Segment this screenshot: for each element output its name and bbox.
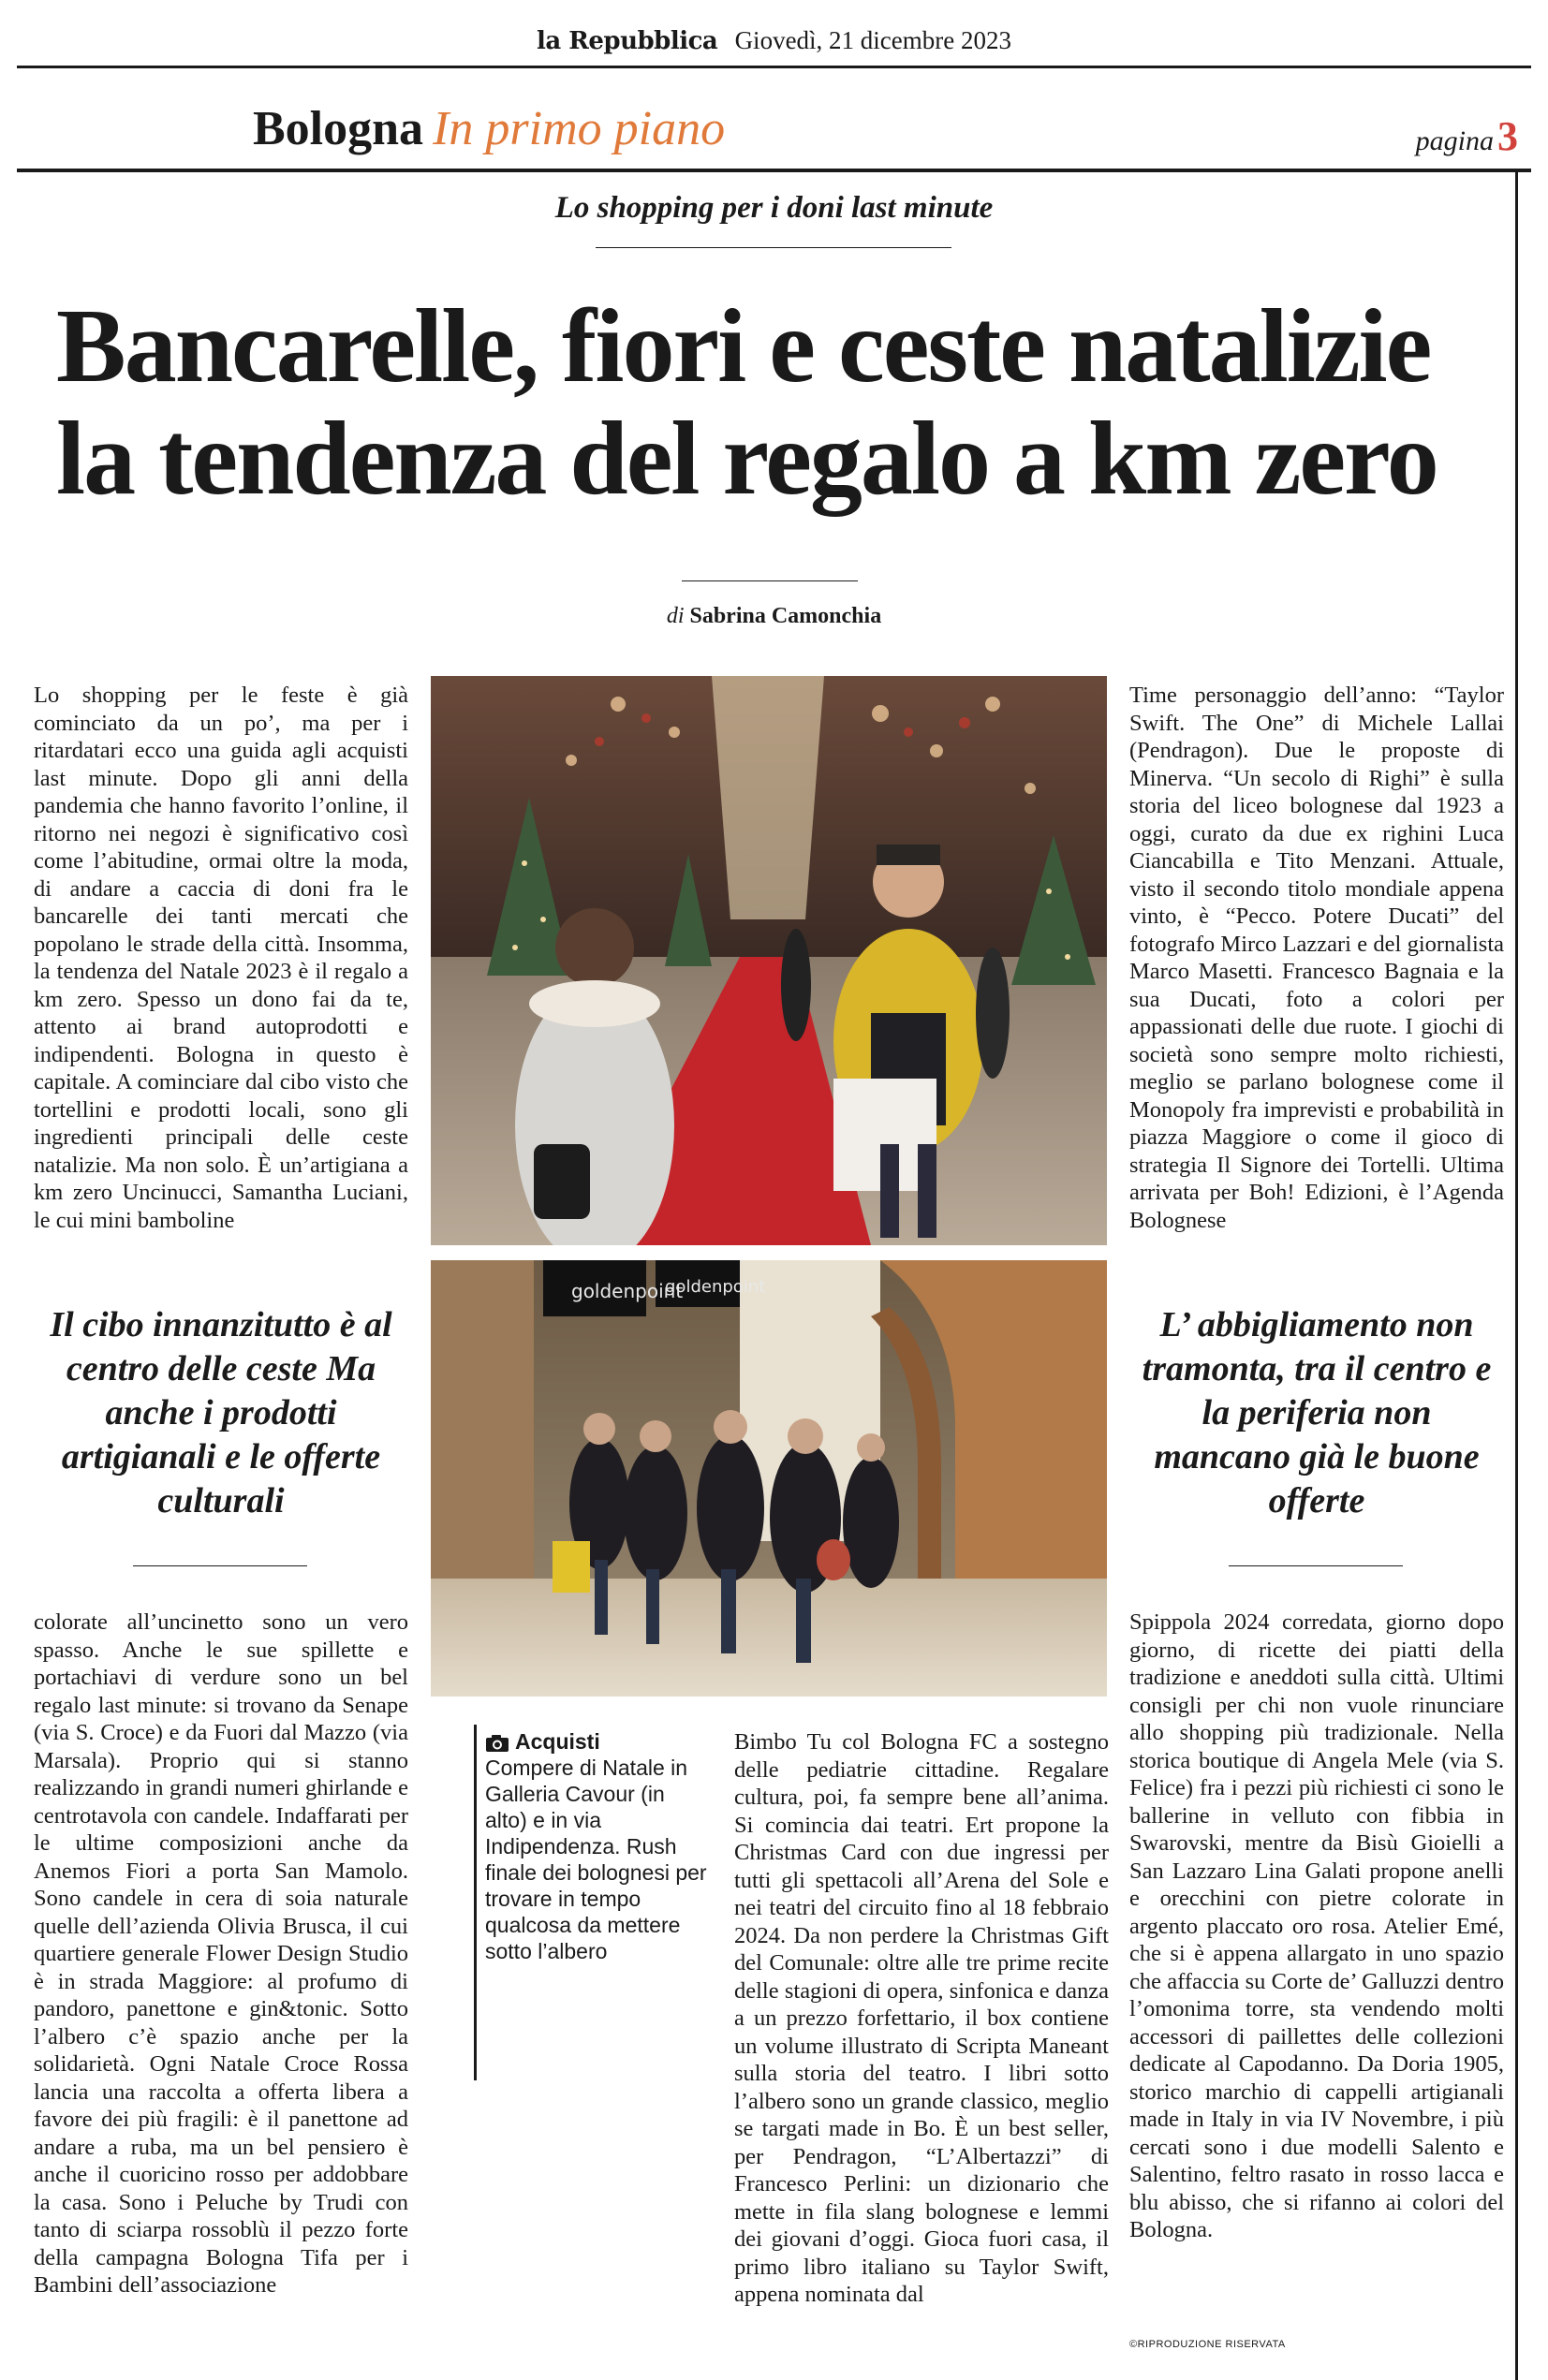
copyright-note: ©RIPRODUZIONE RISERVATA [1129, 2339, 1286, 2350]
shop-sign-right: goldenpoint [665, 1277, 766, 1297]
byline-prefix: di [666, 604, 685, 628]
caption-rule [474, 1725, 477, 2080]
page-indicator [1416, 112, 1518, 160]
masthead [0, 26, 1548, 55]
section-subtitle: In primo piano [433, 102, 726, 155]
caption-title-row [485, 1728, 710, 1755]
caption-title: Acquisti [515, 1729, 600, 1754]
byline-rule [682, 580, 858, 581]
column-2-bottom [734, 1728, 1109, 2358]
photo-galleria-cavour [431, 676, 1107, 1245]
article-paragraph: Bimbo Tu col Bologna FC a sostegno delle pediatrie cittadine. Regalare cultura, poi, fa sempre bene all’anima. Si comincia dai teatri. Ert propone la Christmas Card con due ingressi per tutti gli spettacoli all’Arena del Sole e nei teatri del circuito fino al 18 febbraio 2024. Da non perdere la Christmas Gift del Comunale: oltre alle tre prime recite delle stagioni di opera, sinfonica e danza a un prezzo forfettario, il box contiene un volume illustrato di Scripta Maneant sulla storia del teatro. I libri sotto l’albero sono un grande classico, meglio se targati made in Bo. È un best seller, per Pendragon, “L’Albertazzi” di Francesco Perlini: un dizionario che mette in fila slang bolognese e lemmi dei giovani d’oggi. Gioca fuori casa, il primo libro italiano su Taylor Swift, appena nominata dal [734, 1729, 1109, 2307]
headline [56, 290, 1498, 515]
column-1-top [34, 682, 408, 1243]
column-3-top [1129, 682, 1504, 1243]
kicker-rule [596, 247, 951, 248]
masthead-rule [17, 66, 1531, 68]
page-number: 3 [1497, 113, 1518, 159]
photo-via-indipendenza [431, 1260, 1107, 1697]
section-rule [17, 169, 1531, 172]
photo-galleria-cavour-image [431, 676, 1107, 1245]
issue-date: Giovedì, 21 dicembre 2023 [734, 26, 1011, 54]
right-border-rule [1515, 169, 1518, 2380]
pull-quote-right-rule [1229, 1565, 1403, 1566]
photo-caption [485, 1728, 710, 1964]
byline [0, 604, 1548, 629]
section-city: Bologna [253, 102, 424, 155]
column-3-bottom [1129, 1609, 1504, 2329]
pull-quote-right: L’ abbigliamento non tramonta, tra il centro e la periferia non mancano già le buone offerte [1142, 1305, 1492, 1521]
pull-quote-left-rule [133, 1565, 307, 1566]
byline-author: Sabrina Camonchia [689, 604, 882, 628]
shop-sign-left: goldenpoint [571, 1280, 684, 1302]
headline-line-2: la tendenza del regalo a km zero [56, 401, 1437, 517]
pull-quote-left: Il cibo innanzitutto è al centro delle ceste Ma anche i prodotti artigianali e le offerte culturali [50, 1305, 392, 1521]
newspaper-name: la Repubblica [536, 27, 718, 55]
headline-line-1: Bancarelle, fiori e ceste natalizie [56, 288, 1431, 404]
kicker: Lo shopping per i doni last minute [554, 191, 994, 225]
article-paragraph: Spippola 2024 corredata, giorno dopo giorno, di ricette dei piatti della tradizione e aneddoti sulla città. Ultimi consigli per chi non vuole rinunciare allo shopping più tradizionale. Nella storica boutique di Angela Mele (via S. Felice) fra i pezzi più richiesti ci sono le ballerine in velluto con fibbia in Swarovski, mentre da Bisù Gioielli a San Lazzaro Lina Galati propone anelli e orecchini con pietre colorate in argento placcato oro rosa. Atelier Emé, che si è appena allargato in uno spazio che affaccia su Corte de’ Galluzzi dentro l’omonima torre, sta vendendo molti accessori di paillettes delle collezioni dedicate al Capodanno. Da Doria 1905, storico marchio di cappelli artigianali made in Italy in via IV Novembre, i più cercati sono i due modelli Salento e Salentino, feltro rasato in rosso lacca e blu abisso, che si rifanno ai colori del Bologna. [1129, 1609, 1504, 2242]
photo-via-indipendenza-image [431, 1260, 1107, 1697]
camera-icon [485, 1734, 509, 1753]
section-title [253, 101, 725, 156]
article-paragraph: Time personaggio dell’anno: “Taylor Swift. The One” di Michele Lallai (Pendragon). Due le proposte di Minerva. “Un secolo di Righi” è sulla storia del liceo bolognese dal 1923 a oggi, curato da due ex righini Luca Ciancabilla e Tito Menzani. Attuale, visto il secondo titolo mondiale appena vinto, è “Pecco. Potere Ducati” del fotografo Mirco Lazzari e del giornalista Marco Masetti. Francesco Bagnaia e la sua Ducati, foto a colori per appassionati delle due ruote. I giochi di società sono sempre molto richiesti, meglio se parlano bolognese come il Monopoly fra imprevisti e probabilità in piazza Maggiore o come il gioco di strategia Il Signore dei Tortelli. Ultima arrivata per Boh! Edizioni, è l’Agenda Bolognese [1129, 683, 1504, 1233]
column-1-bottom [34, 1609, 408, 2358]
article-paragraph: Lo shopping per le feste è già cominciato da un po’, ma per i ritardatari ecco una guida agli acquisti last minute. Dopo gli anni della pandemia che hanno favorito l’online, il ritorno nei negozi è significativo così come l’abitudine, ormai oltre la moda, di andare a caccia di doni fra le bancarelle dei tanti mercati che popolano le strade della città. Insomma, la tendenza del Natale 2023 è il regalo a km zero. Spesso un dono fai da te, attento ai brand autoprodotti e indipendenti. Bologna in questo è capitale. A cominciare dal cibo visto che tortellini e prodotti locali, sono gli ingredienti principali delle ceste natalizie. Ma non solo. È un’artigiana a km zero Uncinucci, Samantha Luciani, le cui mini bamboline [34, 683, 408, 1233]
article-paragraph: colorate all’uncinetto sono un vero spasso. Anche le sue spillette e portachiavi di verdure sono un bel regalo last minute: si trovano da Senape (via S. Croce) e da Fuori dal Mazzo (via Marsala). Proprio qui si stanno realizzando in grandi numeri ghirlande e centrotavola con candele. Indaffarati per le ultime composizioni anche da Anemos Fiori a porta San Mamolo. Sono candele in cera di soia naturale quelle dell’azienda Olivia Brusca, il cui quartiere generale Flower Design Studio è in strada Maggiore: al profumo di pandoro, panettone e gin&tonic. Sotto l’albero c’è spazio anche per la solidarietà. Ogni Natale Croce Rossa lancia una raccolta a offerta libera a favore dei più fragili: è il panettone ad andare a ruba, ma un bel pensiero è anche il cuoricino rosso per addobbare la casa. Sono i Peluche by Trudi con tanto di sciarpa rossoblù il pezzo forte della campagna Bologna Tifa per i Bambini dell’associazione [34, 1609, 408, 2298]
caption-text: Compere di Natale in Galleria Cavour (in alto) e in via Indipendenza. Rush finale dei bolognesi per trovare in tempo qualcosa da mettere sotto l’albero [485, 1756, 707, 1963]
page-label: pagina [1415, 125, 1494, 156]
